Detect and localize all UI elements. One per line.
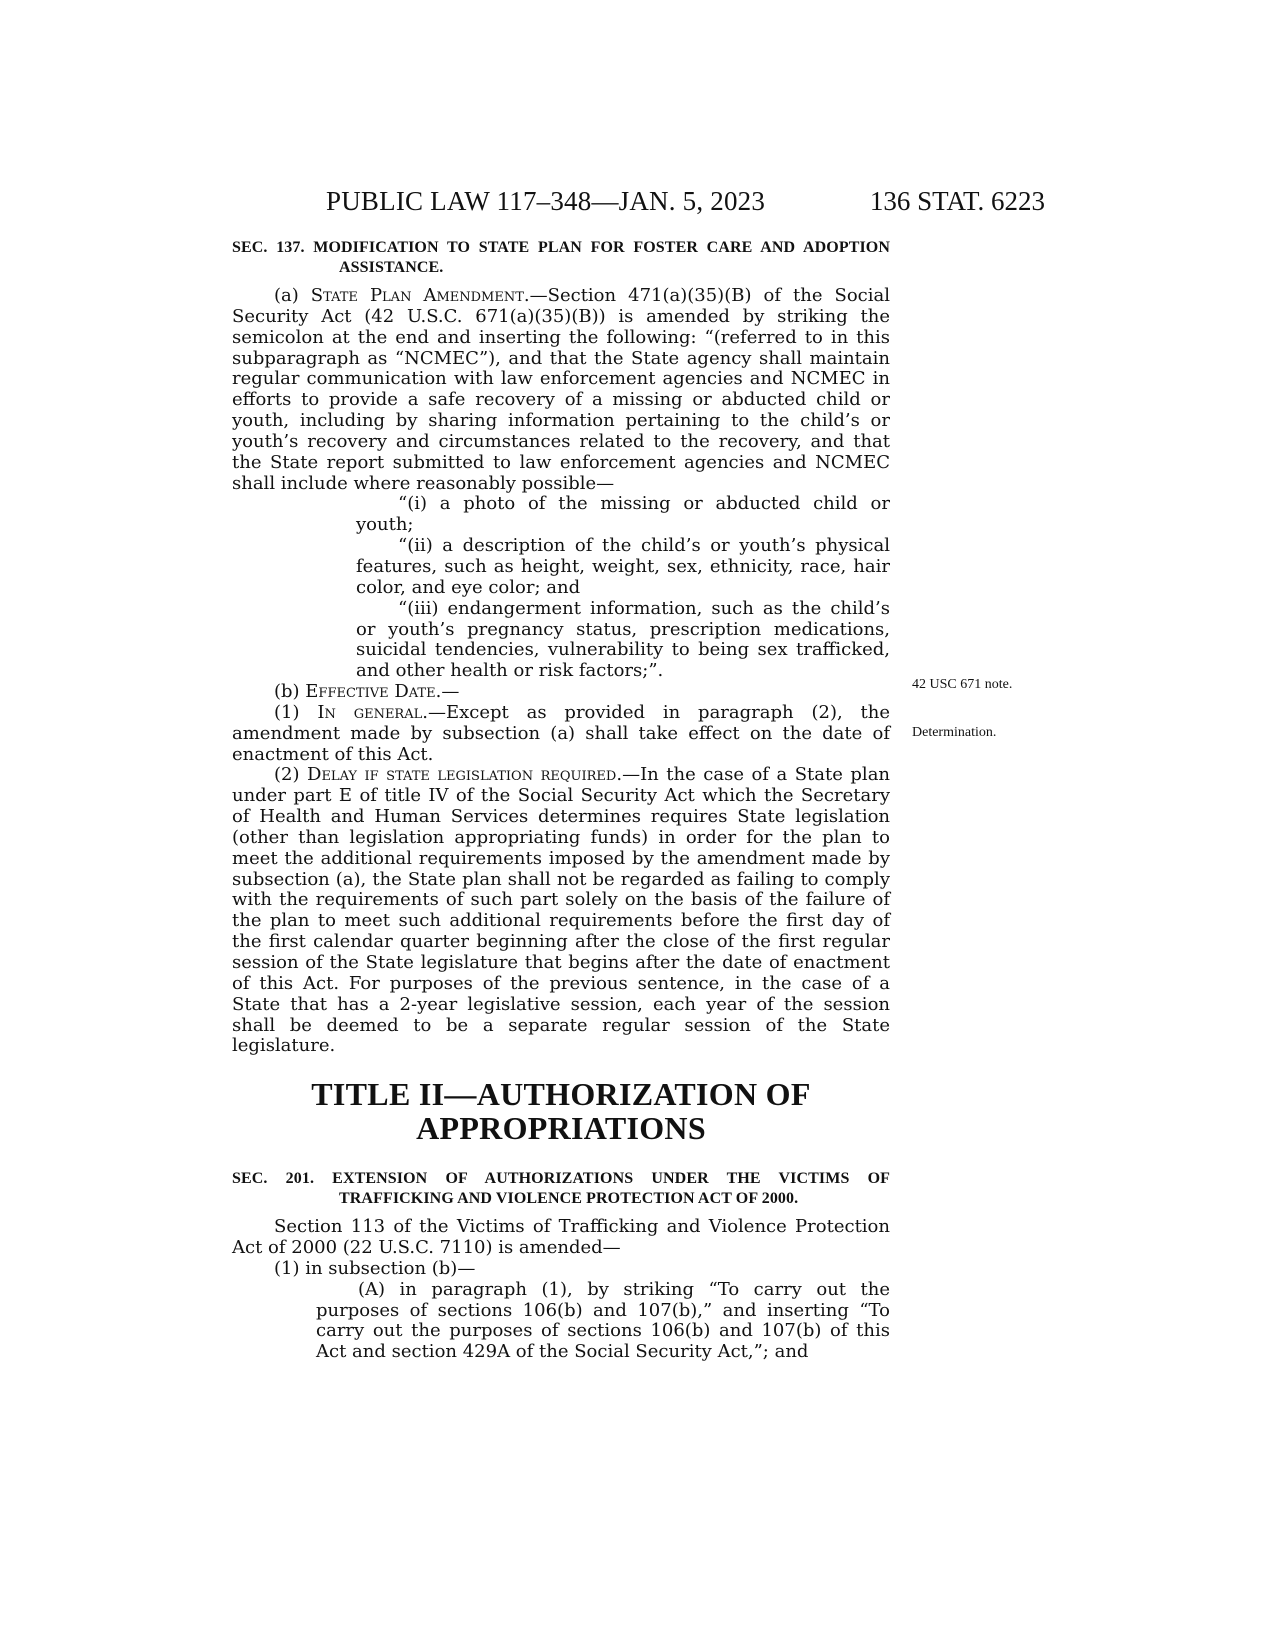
paragraph-b1-label: (1) (274, 701, 318, 723)
running-header-public-law: PUBLIC LAW 117–348—JAN. 5, 2023 (326, 186, 766, 216)
subsection-a-label: (a) (274, 285, 311, 306)
clause-ii: “(ii) a description of the child’s or youth’s physical features, such as height, weight, sex, ethnicity, race, hair color, and eye color; and (356, 535, 890, 598)
title-ii-line-2: APPROPRIATIONS (416, 1110, 706, 1147)
subsection-b (232, 682, 890, 703)
document-body (232, 238, 890, 1363)
title-ii-heading (232, 1077, 890, 1145)
margin-note-usc: 42 USC 671 note. (912, 677, 1013, 692)
paragraph-b2-text: .—In the case of a State plan under part E of title IV of the Social Security Act which the Secretary of Health and Human Services determines requires State legislation (other than legislation appropriating funds) in order for the plan to meet the additional requirements imposed by the amendment made by subsection (a), the State plan shall not be regarded as failing to comply with the requirements of such part solely on the basis of the failure of the plan to meet such additional requirements before the first day of the first calendar quarter beginning after the close of the first regular session of the State legislature that begins after the date of enactment of this Act. For purposes of the previous sentence, in the case of a State that has a 2-year legislative session, each year of the session shall be deemed to be a separate regular session of the State legislature. (232, 764, 891, 1057)
section-201-heading: SEC. 201. EXTENSION OF AUTHORIZATIONS UNDER THE VICTIMS OF TRAFFICKING AND VIOLENCE PROTECTION ACT OF 2000. (232, 1170, 890, 1208)
section-201-intro: Section 113 of the Victims of Trafficking and Violence Protection Act of 2000 (22 U.S.C. 7110) is amended— (232, 1216, 890, 1259)
clause-i: “(i) a photo of the missing or abducted child or youth; (356, 493, 890, 536)
subsection-b-label: (b) (274, 681, 306, 703)
subsection-b-dash: .— (435, 681, 460, 703)
subsection-a (232, 286, 890, 494)
section-137-heading: SEC. 137. MODIFICATION TO STATE PLAN FOR FOSTER CARE AND ADOPTION ASSISTANCE. (232, 239, 890, 276)
paragraph-b2-label: (2) (274, 764, 308, 786)
section-201-item-a: (A) in paragraph (1), by striking “To carry out the purposes of sections 106(b) and 107(b),” and inserting “To carry out the purposes of sections 106(b) and 107(b) of this Act and section 429A of the Social Security Act,”; and (316, 1278, 890, 1363)
paragraph-b2 (232, 765, 890, 1057)
title-ii-line-1: TITLE II—AUTHORIZATION OF (311, 1076, 811, 1113)
running-header-stat-page: 136 STAT. 6223 (869, 186, 1045, 216)
subsection-a-text: .—Section 471(a)(35)(B) of the Social Security Act (42 U.S.C. 671(a)(35)(B)) is amended by striking the semicolon at the end and inserting the following: “(referred to in this subparagraph as “NCMEC”), and that the State agency shall maintain regular communication with law enforcement agencies and NCMEC in efforts to provide a safe recovery of a missing or abducted child or youth, including by sharing information pertaining to the child’s or youth’s recovery and circumstances related to the recovery, and that the State report submitted to law enforcement agencies and NCMEC shall include where reasonably possible— (232, 285, 890, 494)
paragraph-b1 (232, 703, 890, 766)
margin-note-determination: Determination. (912, 725, 997, 740)
paragraph-b1-text: .—Except as provided in paragraph (2), the amendment made by subsection (a) shall take effect on the date of enactment of this Act. (232, 701, 891, 765)
subsection-a-heading: State Plan Amendment (310, 285, 524, 306)
paragraph-b2-heading: Delay if state legislation required (307, 764, 617, 786)
clause-iii: “(iii) endangerment information, such as the child’s or youth’s pregnancy status, prescription medications, suicidal tendencies, vulnerability to being sex trafficked, and other health or risk factors;”. (356, 597, 890, 682)
section-201-item-1: (1) in subsection (b)— (274, 1257, 476, 1279)
subsection-b-heading: Effective Date (305, 681, 436, 703)
paragraph-b1-heading: In general (317, 701, 423, 723)
